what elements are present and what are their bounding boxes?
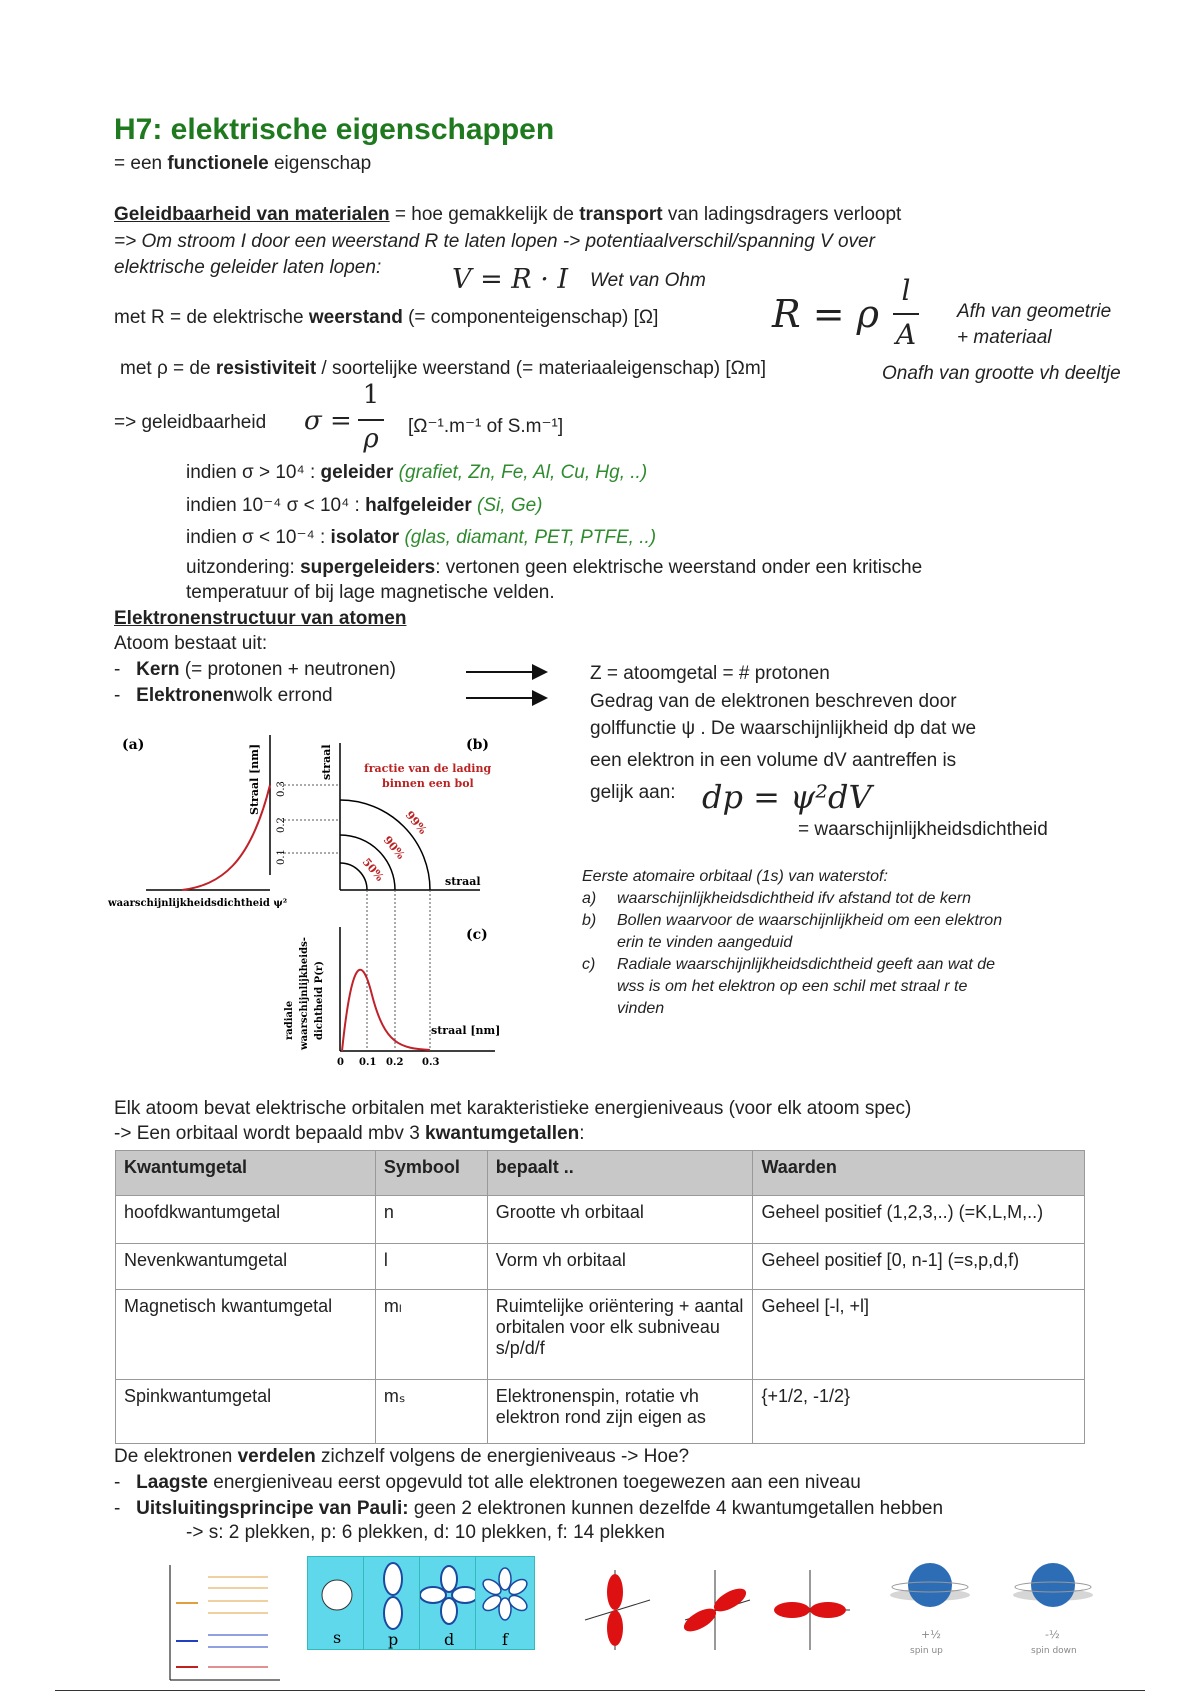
spin-down-value: -½	[1045, 1628, 1060, 1641]
fraction-line	[358, 419, 384, 421]
fig-a-label: (a)	[122, 737, 145, 753]
header-cell: Kwantumgetal	[116, 1151, 376, 1196]
orbital-figure	[100, 725, 520, 1065]
psi-formula: dp = ψ²dV	[702, 778, 872, 816]
caption-label-c: c)	[582, 956, 596, 973]
exception-text-2: temperatuur of bij lage magnetische velden.	[186, 582, 555, 603]
p-orbital-y	[680, 1570, 750, 1650]
ohm-formula: V = R · I	[452, 264, 569, 295]
resistivity-text: met ρ = de resistiviteit / soortelijke weerstand (= materiaaleigenschap) [Ωm]	[120, 358, 766, 379]
sigma-unit: [Ω⁻¹.m⁻¹ of S.m⁻¹]	[408, 416, 564, 437]
psi-text-1: Gedrag van de elektronen beschreven door	[590, 691, 957, 712]
caption-a: waarschijnlijkheidsdichtheid ifv afstand tot de kern	[617, 890, 971, 907]
sigma-denominator: ρ	[363, 424, 379, 454]
distribution-line4: -> s: 2 plekken, p: 6 plekken, d: 10 plekken, f: 14 plekken	[186, 1522, 665, 1543]
table-row	[116, 1244, 1085, 1290]
fig-c-tick-03: 0.3	[422, 1057, 440, 1065]
resistance-text: met R = de elektrische weerstand (= componenteigenschap) [Ω]	[114, 307, 659, 328]
spin-down-sphere	[1013, 1563, 1093, 1656]
table-cell: mₛ	[375, 1380, 487, 1444]
table-cell: {+1/2, -1/2}	[753, 1380, 1085, 1444]
caption-b-2: erin te vinden aangeduid	[617, 934, 793, 951]
header-cell: Waarden	[753, 1151, 1085, 1196]
resistivity-note: Onafh van grootte vh deeltje	[882, 363, 1121, 384]
sigma-numerator: 1	[362, 380, 380, 410]
caption-c-3: vinden	[617, 1000, 665, 1017]
exception-text: uitzondering: supergeleiders: vertonen geen elektrische weerstand onder een kritische	[186, 557, 923, 578]
orbitals-intro: Elk atoom bevat elektrische orbitalen met karakteristieke energieniveaus (voor elk atoom spec)	[114, 1098, 912, 1119]
electrons-heading: Elektronenstructuur van atomen	[114, 608, 407, 629]
table-row	[116, 1290, 1085, 1380]
resistance-denominator: A	[895, 318, 917, 351]
conductivity-definition: Geleidbaarheid van materialen = hoe gemakkelijk de transport van ladingsdragers verloopt	[114, 204, 902, 225]
fig-b-pct-99: 99%	[402, 808, 430, 837]
fig-b-pct-90: 90%	[380, 833, 408, 862]
table-cell: hoofdkwantumgetal	[116, 1196, 376, 1244]
fig-c-label: (c)	[466, 927, 488, 943]
header-cell: Symbool	[375, 1151, 487, 1196]
table-cell: Nevenkwantumgetal	[116, 1244, 376, 1290]
resistance-formula: R = ρ	[772, 292, 879, 336]
distribution-bullet-2: - Uitsluitingsprincipe van Pauli: geen 2 elektronen kunnen dezelfde 4 kwantumgetallen hebben	[114, 1498, 944, 1519]
sigma-label: => geleidbaarheid	[114, 412, 267, 433]
fig-c-tick-02: 0.2	[386, 1057, 404, 1065]
table-cell: mₗ	[375, 1290, 487, 1380]
table-cell: Geheel positief [0, n-1] (=s,p,d,f)	[753, 1244, 1085, 1290]
electrons-intro: Atoom bestaat uit:	[114, 633, 268, 654]
table-cell: Spinkwantumgetal	[116, 1380, 376, 1444]
psi-note: = waarschijnlijkheidsdichtheid	[798, 819, 1048, 840]
p-orbital-x	[774, 1570, 850, 1650]
fig-b-label: (b)	[466, 737, 490, 753]
p-orbital-z	[585, 1570, 650, 1650]
caption-title: Eerste atomaire orbitaal (1s) van waterstof:	[582, 868, 888, 885]
table-cell: Geheel [-l, +l]	[753, 1290, 1085, 1380]
bullet-elektronen: - Elektronenwolk errond	[114, 685, 333, 706]
resistance-numerator: l	[901, 274, 911, 307]
arrows	[460, 664, 560, 712]
fig-c-ylabel-2: waarschijnlijkheids-	[299, 937, 310, 1050]
header-cell: bepaalt ..	[487, 1151, 753, 1196]
caption-label-b: b)	[582, 912, 597, 929]
conductivity-heading: Geleidbaarheid van materialen	[114, 204, 390, 225]
page-title: H7: elektrische eigenschappen	[114, 113, 555, 146]
table-header	[116, 1151, 1085, 1196]
fraction-line	[893, 313, 919, 315]
fig-b-pct-50: 50%	[359, 855, 387, 884]
bullet-kern: - Kern (= protonen + neutronen)	[114, 659, 397, 680]
current-text-2: elektrische geleider laten lopen:	[114, 257, 382, 278]
subtitle: = een functionele eigenschap	[114, 153, 372, 174]
fig-b-ylabel: straal	[320, 744, 333, 780]
table-cell: Elektronenspin, rotatie vh elektron rond zijn eigen as	[487, 1380, 753, 1444]
ohm-label: Wet van Ohm	[590, 270, 706, 291]
fig-c-tick-0: 0	[337, 1057, 344, 1065]
fig-a-tick-02: 0.2	[276, 817, 287, 833]
fig-c-curve	[342, 970, 430, 1051]
spin-down-label: spin down	[1031, 1646, 1077, 1656]
table-cell: Geheel positief (1,2,3,..) (=K,L,M,..)	[753, 1196, 1085, 1244]
distribution-line1: De elektronen verdelen zichzelf volgens de energieniveaus -> Hoe?	[114, 1446, 690, 1467]
orbital-f	[475, 1556, 535, 1650]
fig-b-title-2: binnen een bol	[382, 777, 474, 790]
resistance-note-2: + materiaal	[957, 327, 1052, 348]
orbitals-line2: -> Een orbitaal wordt bepaald mbv 3 kwantumgetallen:	[114, 1123, 585, 1144]
fig-a-tick-03: 0.3	[276, 781, 287, 797]
orbital-s	[307, 1556, 367, 1650]
psi-text-2: golffunctie ψ . De waarschijnlijkheid dp dat we	[590, 718, 977, 739]
table-cell: l	[375, 1244, 487, 1290]
caption-b-1: Bollen waarvoor de waarschijnlijkheid om een elektron	[617, 912, 1003, 929]
orbital-label-d: d	[444, 1630, 455, 1649]
table-cell: Ruimtelijke oriëntering + aantal orbitalen voor elk subniveau s/p/d/f	[487, 1290, 753, 1380]
fig-c-ylabel-3: dichtheid P(r)	[314, 961, 325, 1040]
fig-c-ylabel-1: radiale	[284, 1000, 295, 1040]
energy-level-diagram	[150, 1555, 290, 1685]
caption-c-1: Radiale waarschijnlijkheidsdichtheid geeft aan wat de	[617, 956, 996, 973]
z-text: Z = atoomgetal = # protonen	[590, 663, 830, 684]
current-text: => Om stroom I door een weerstand R te laten lopen -> potentiaalverschil/spanning V over	[114, 231, 875, 252]
table-cell: Magnetisch kwantumgetal	[116, 1290, 376, 1380]
spin-up-value: +½	[921, 1628, 941, 1641]
psi-text-4: gelijk aan:	[590, 782, 676, 803]
orbital-label-p: p	[388, 1630, 399, 1649]
table-cell: Vorm vh orbitaal	[487, 1244, 753, 1290]
fig-c-tick-01: 0.1	[359, 1057, 377, 1065]
sigma-formula: σ =	[304, 406, 352, 436]
orbital-label-f: f	[502, 1630, 508, 1649]
fig-b-title-1: fractie van de lading	[364, 762, 492, 775]
fig-c-xlabel: straal [nm]	[431, 1024, 501, 1037]
case-semiconductor: indien 10⁻⁴ σ < 10⁴ : halfgeleider (Si, Ge)	[186, 495, 543, 516]
table-row	[116, 1196, 1085, 1244]
psi-text-3: een elektron in een volume dV aantreffen is	[590, 750, 957, 771]
fig-a-xlabel: waarschijnlijkheidsdichtheid ψ²	[108, 898, 288, 909]
bottom-rule	[55, 1690, 1145, 1691]
fig-b-xlabel: straal	[445, 875, 481, 888]
orbital-label-s: s	[333, 1628, 342, 1647]
p-orbital-axes	[580, 1560, 880, 1660]
table-cell: n	[375, 1196, 487, 1244]
case-conductor: indien σ > 10⁴ : geleider (grafiet, Zn, Fe, Al, Cu, Hg, ..)	[186, 462, 648, 483]
caption-c-2: wss is om het elektron op een schil met straal r te	[617, 978, 968, 995]
fig-a-ylabel: Straal [nm]	[248, 743, 261, 815]
distribution-bullet-1: - Laagste energieniveau eerst opgevuld tot alle elektronen toegewezen aan een niveau	[114, 1472, 861, 1493]
orbital-d	[419, 1556, 479, 1650]
spin-figure	[885, 1545, 1105, 1665]
spin-up-sphere	[890, 1563, 970, 1656]
spin-up-label: spin up	[910, 1646, 943, 1656]
fig-a-tick-01: 0.1	[276, 849, 287, 865]
orbital-p	[363, 1556, 423, 1650]
table-row	[116, 1380, 1085, 1444]
caption-label-a: a)	[582, 890, 597, 907]
table-cell: Grootte vh orbitaal	[487, 1196, 753, 1244]
quantum-table	[115, 1150, 1085, 1444]
case-insulator: indien σ < 10⁻⁴ : isolator (glas, diamant, PET, PTFE, ..)	[186, 527, 657, 548]
resistance-note-1: Afh van geometrie	[957, 301, 1112, 322]
